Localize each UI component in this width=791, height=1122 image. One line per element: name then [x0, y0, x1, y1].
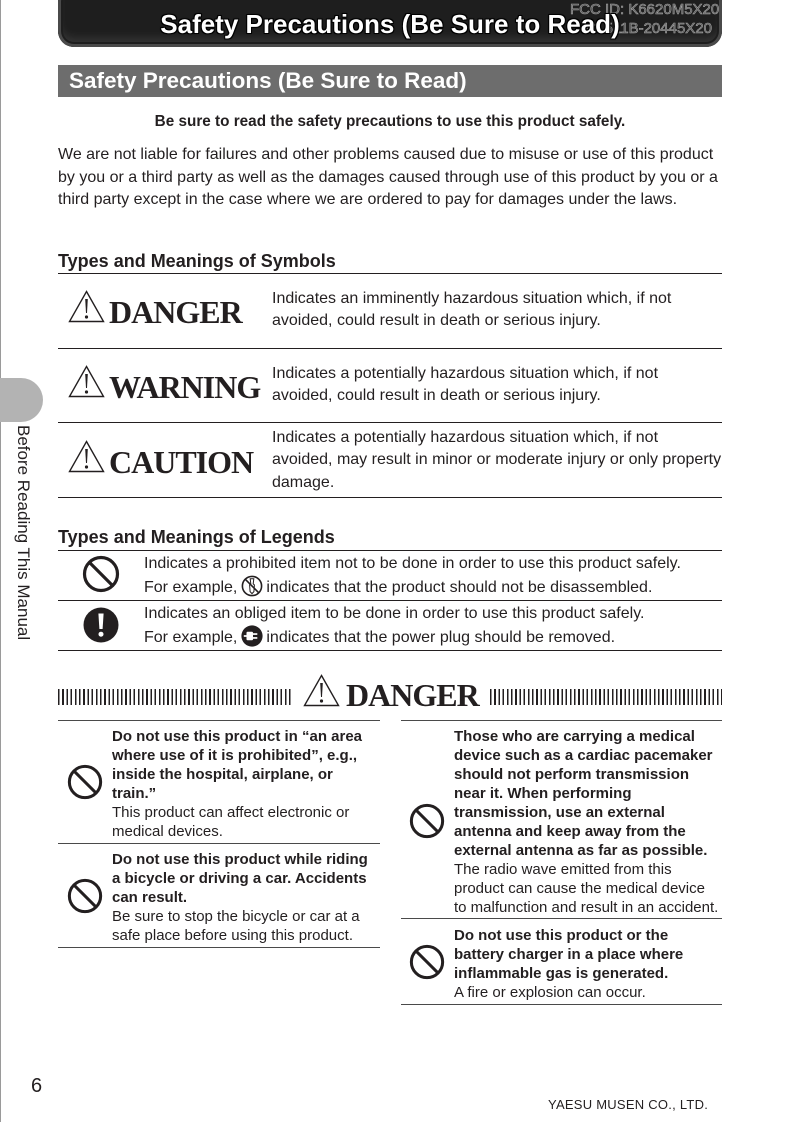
warning-triangle-icon — [68, 290, 105, 323]
text-line: This product can affect electronic or — [112, 803, 350, 821]
text-line: external antenna as far as possible. — [454, 841, 708, 859]
legend-example-suffix: indicates that the product should not be disassembled. — [266, 578, 653, 596]
column-divider — [58, 720, 380, 721]
prohibited-icon — [82, 555, 120, 593]
legend-example — [144, 625, 615, 649]
legend-example-prefix: For example, — [144, 628, 238, 646]
signal-word-description: Indicates a potentially hazardous situation which, if not avoided, could result in death or serious injury. — [272, 364, 659, 405]
no-disassembly-icon — [241, 575, 263, 597]
danger-item-warning — [454, 727, 718, 860]
text-line: A fire or explosion can occur. — [454, 983, 646, 1001]
page-edge-line — [0, 0, 1, 1122]
text-line: The radio wave emitted from this — [454, 860, 672, 878]
section-title-bar — [58, 65, 722, 97]
text-line: Do not use this product in “an area — [112, 727, 363, 745]
warning-triangle-icon — [68, 440, 105, 473]
text-line: Those who are carrying a medical — [454, 727, 695, 745]
warning-triangle-icon — [68, 365, 105, 398]
text-line: a bicycle or driving a car. Accidents — [112, 869, 367, 887]
text-line: Be sure to stop the bicycle or car at a — [112, 907, 360, 925]
lead-statement: Be sure to read the safety precautions to use this product safely. — [154, 113, 626, 130]
column-divider — [401, 918, 722, 919]
text-line: device such as a cardiac pacemaker — [454, 746, 713, 764]
symbols-table-bottom-divider — [58, 497, 722, 499]
signal-word-caution: CAUTION — [109, 444, 254, 480]
legend-example-prefix: For example, — [144, 578, 238, 596]
text-line: Do not use this product while riding — [112, 850, 368, 868]
signal-word-description: Indicates a potentially hazardous situation which, if not avoided, may result in minor or moderate injury or only property damage. — [272, 428, 722, 491]
text-line: medical devices. — [112, 822, 223, 840]
symbols-row-divider — [58, 348, 722, 350]
company-name: YAESU MUSEN CO., LTD. — [548, 1097, 709, 1112]
text-line: where use of it is prohibited”, e.g., — [112, 746, 358, 764]
symbols-table-top-divider — [58, 273, 722, 275]
danger-item-explanation — [112, 803, 362, 841]
danger-item-warning — [112, 727, 362, 803]
signal-word-warning: WARNING — [109, 369, 261, 405]
text-line: inside the hospital, airplane, or — [112, 765, 333, 783]
danger-item-warning — [112, 850, 368, 907]
page-number: 6 — [31, 1075, 43, 1097]
prohibited-icon — [409, 944, 445, 980]
signal-word-danger: DANGER — [109, 294, 242, 330]
column-divider — [58, 843, 380, 844]
unplug-icon — [241, 625, 263, 647]
legends-heading: Types and Meanings of Legends — [58, 527, 335, 547]
legend-example-suffix: indicates that the power plug should be removed. — [266, 628, 616, 646]
danger-item-text — [112, 727, 362, 841]
text-line: Do not use this product or the — [454, 926, 669, 944]
danger-item-text — [112, 850, 368, 945]
text-line: safe place before using this product. — [112, 926, 353, 944]
chapter-title: Safety Precautions (Be Sure to Read) — [160, 9, 620, 39]
text-line: battery charger in a place where — [454, 945, 684, 963]
text-line: can result. — [112, 888, 188, 906]
warning-triangle-icon — [303, 674, 340, 707]
disclaimer-paragraph: We are not liable for failures and other problems caused due to misuse or use of this product by you or a third party as well as the damages caused through use of this product by you or a third party except in the case where we are ordered to pay for damages under the laws. — [58, 146, 718, 208]
danger-item-explanation — [454, 983, 683, 1002]
chapter-side-tab — [0, 378, 43, 422]
danger-item-explanation — [454, 860, 718, 917]
symbols-row-divider — [58, 422, 722, 424]
legend-description: Indicates a prohibited item not to be done in order to use this product safely. — [144, 554, 681, 572]
danger-item-text — [454, 926, 683, 1002]
text-line: transmission, use an external — [454, 803, 665, 821]
danger-item-warning — [454, 926, 683, 983]
column-divider — [401, 1004, 722, 1005]
prohibited-icon — [67, 878, 103, 914]
hatch-decoration-left — [58, 689, 292, 705]
chapter-side-label: Before Reading This Manual — [14, 425, 33, 641]
legends-table-bottom-divider — [58, 650, 722, 652]
text-line: to malfunction and result in an accident. — [454, 898, 719, 916]
text-line: product can cause the medical device — [454, 879, 705, 897]
danger-item-explanation — [112, 907, 368, 945]
text-line: inflammable gas is generated. — [454, 964, 669, 982]
text-line: antenna and keep away from the — [454, 822, 686, 840]
danger-item-text — [454, 727, 718, 917]
fcc-id-label: FCC ID: K6620M5X20 — [570, 1, 720, 18]
column-divider — [58, 947, 380, 948]
hatch-decoration-right — [490, 689, 722, 705]
prohibited-icon — [67, 764, 103, 800]
danger-section-title: DANGER — [346, 677, 479, 713]
text-line: should not perform transmission — [454, 765, 690, 783]
mandatory-action-icon — [83, 607, 119, 643]
text-line: train.” — [112, 784, 157, 802]
symbols-heading: Types and Meanings of Symbols — [58, 251, 336, 271]
legend-example — [144, 575, 652, 599]
ic-id-label: IC: 511B-20445X20 — [581, 20, 712, 37]
prohibited-icon — [409, 803, 445, 839]
signal-word-description: Indicates an imminently hazardous situation which, if not avoided, could result in death or serious injury. — [272, 289, 672, 330]
text-line: near it. When performing — [454, 784, 632, 802]
section-title: Safety Precautions (Be Sure to Read) — [69, 68, 467, 93]
column-divider — [401, 720, 722, 721]
legend-description: Indicates an obliged item to be done in order to use this product safely. — [144, 604, 645, 622]
